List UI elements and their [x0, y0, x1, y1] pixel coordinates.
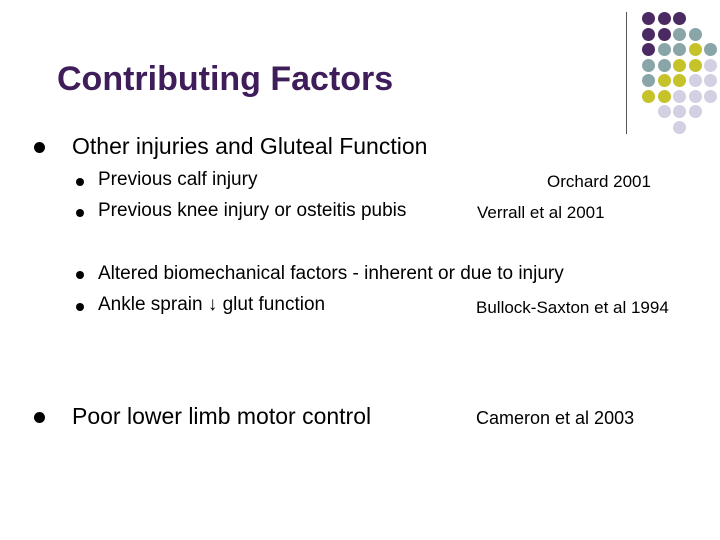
reference-orchard: Orchard 2001 — [547, 172, 651, 191]
bullet-text-knee-injury: Previous knee injury or osteitis pubis — [98, 200, 407, 221]
decorative-dot — [704, 59, 717, 72]
decorative-dot — [658, 43, 671, 56]
decorative-dot — [704, 43, 717, 56]
bullet-text-motor-control: Poor lower limb motor control — [72, 403, 372, 429]
decorative-dot — [673, 12, 686, 25]
decorative-dot — [642, 12, 655, 25]
bullet-icon — [76, 209, 84, 217]
decorative-divider-line — [626, 12, 627, 134]
decorative-dot — [658, 105, 671, 118]
decorative-dot — [658, 12, 671, 25]
decorative-dot — [673, 59, 686, 72]
decorative-dot — [689, 90, 702, 103]
decorative-dot — [689, 105, 702, 118]
decorative-dot — [642, 90, 655, 103]
decorative-dot — [673, 28, 686, 41]
reference-cameron: Cameron et al 2003 — [476, 408, 635, 428]
decorative-dot — [642, 74, 655, 87]
decorative-dot — [689, 28, 702, 41]
decorative-dot — [704, 74, 717, 87]
decorative-dot — [673, 105, 686, 118]
decorative-dot — [673, 121, 686, 134]
decorative-dot — [642, 43, 655, 56]
slide-title: Contributing Factors — [57, 60, 394, 98]
bullet-icon — [76, 178, 84, 186]
decorative-dot — [673, 43, 686, 56]
decorative-dot — [689, 74, 702, 87]
bullet-icon — [76, 271, 84, 279]
decorative-dot — [642, 28, 655, 41]
bullet-text-calf-injury: Previous calf injury — [98, 169, 258, 190]
bullet-text-ankle-sprain: Ankle sprain ↓ glut function — [98, 294, 326, 315]
reference-verrall: Verrall et al 2001 — [477, 203, 605, 222]
decorative-dot — [658, 28, 671, 41]
decorative-dot — [689, 43, 702, 56]
decorative-dot — [689, 59, 702, 72]
reference-bullock-saxton: Bullock-Saxton et al 1994 — [476, 298, 669, 317]
decorative-dot — [658, 59, 671, 72]
bullet-text-biomechanical: Altered biomechanical factors - inherent or due to injury — [98, 263, 564, 284]
decorative-dot — [704, 90, 717, 103]
decorative-dot — [658, 74, 671, 87]
decorative-dot — [673, 90, 686, 103]
decorative-dot — [658, 90, 671, 103]
decorative-dot — [642, 59, 655, 72]
bullet-text-other-injuries: Other injuries and Gluteal Function — [72, 133, 428, 159]
decorative-dot — [673, 74, 686, 87]
bullet-icon — [76, 303, 84, 311]
bullet-icon — [34, 142, 45, 153]
bullet-icon — [34, 412, 45, 423]
